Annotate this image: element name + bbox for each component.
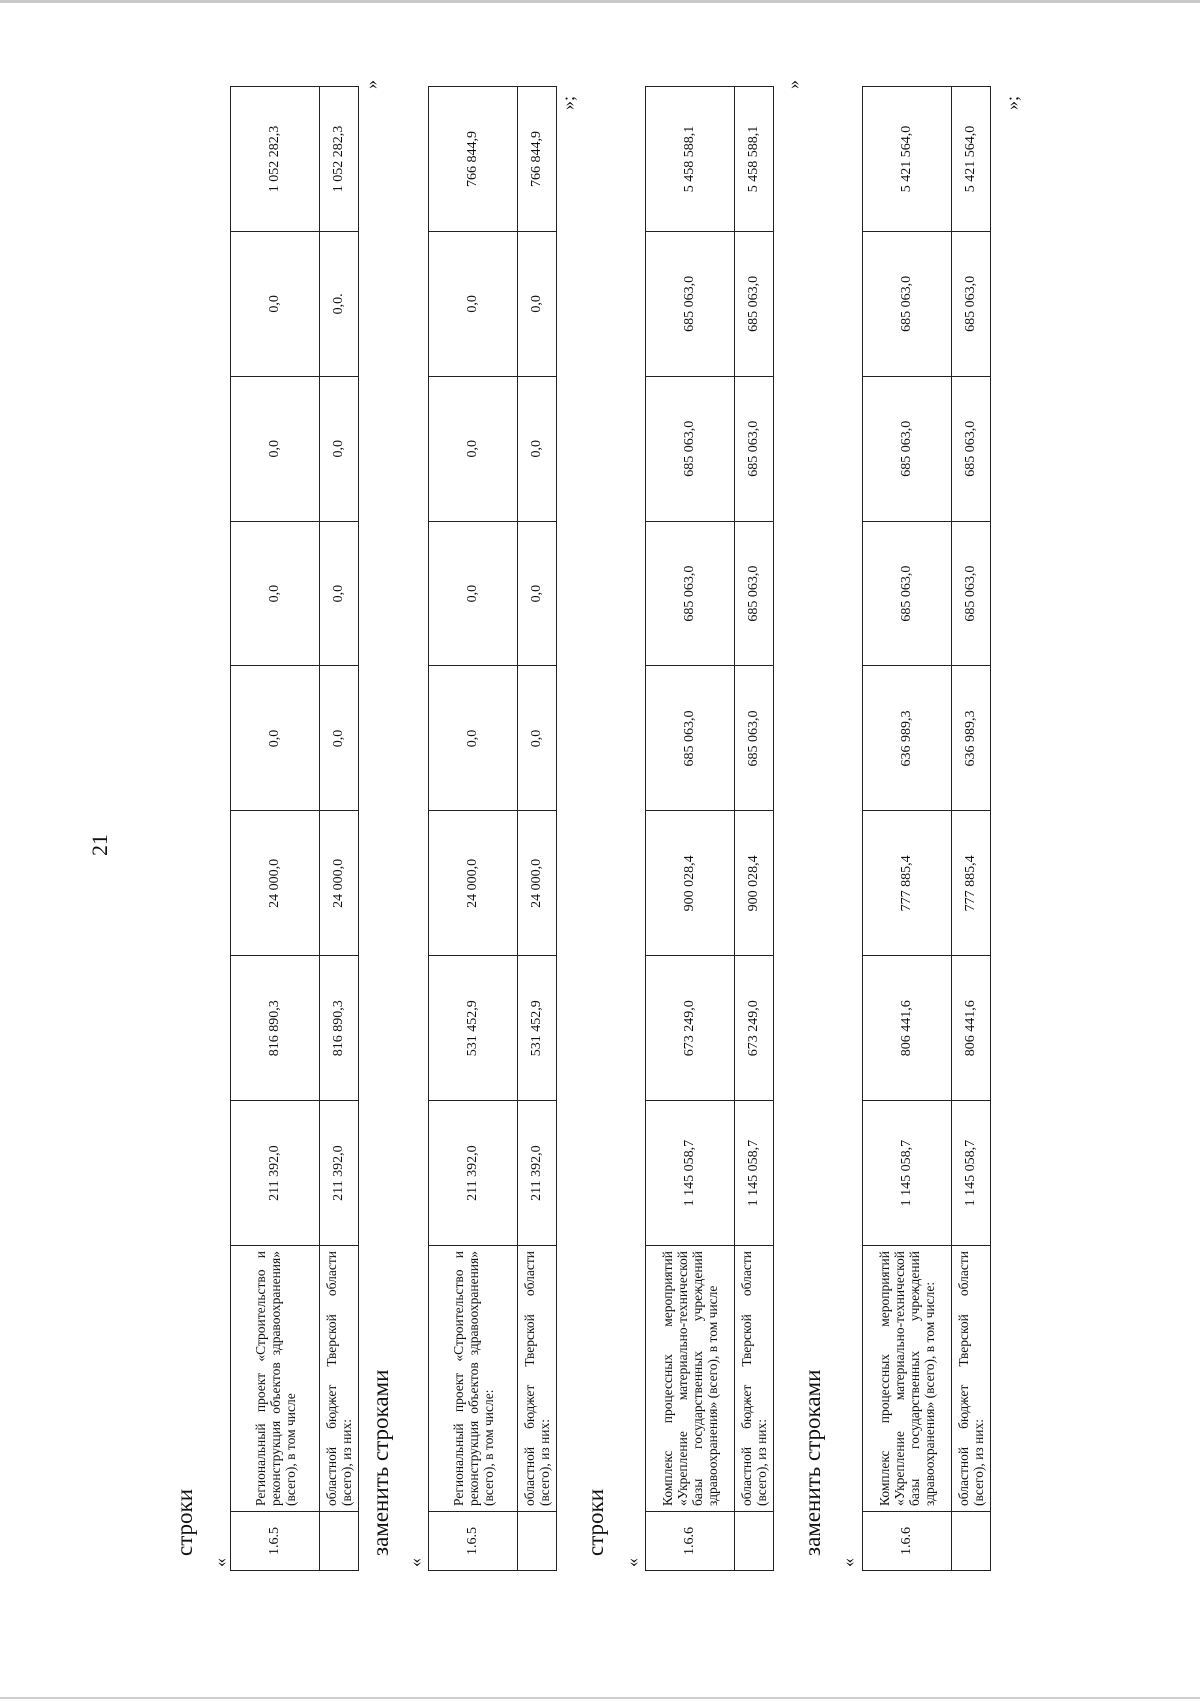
value-cell: 1 145 058,7 bbox=[952, 1101, 991, 1246]
value-cell: 806 441,6 bbox=[863, 956, 952, 1101]
row-number: 1.6.5 bbox=[231, 1512, 320, 1571]
value-cell: 636 989,3 bbox=[952, 666, 991, 811]
closing-quote: » bbox=[361, 80, 381, 89]
value-cell: 211 392,0 bbox=[231, 1101, 320, 1246]
value-cell: 0,0. bbox=[320, 231, 359, 376]
value-cell: 685 063,0 bbox=[646, 521, 735, 666]
row-number: 1.6.6 bbox=[646, 1512, 735, 1571]
row-name: областной бюджет Тверской области (всего), из них: bbox=[518, 1246, 557, 1512]
value-cell: 1 145 058,7 bbox=[735, 1101, 774, 1246]
value-cell: 900 028,4 bbox=[646, 811, 735, 956]
section-heading: строки bbox=[172, 1488, 197, 1556]
total-cell: 5 458 588,1 bbox=[646, 87, 735, 232]
value-cell: 211 392,0 bbox=[518, 1101, 557, 1246]
value-cell: 0,0 bbox=[429, 666, 518, 811]
total-cell: 766 844,9 bbox=[429, 87, 518, 232]
value-cell: 806 441,6 bbox=[952, 956, 991, 1101]
closing-quote: » bbox=[783, 80, 803, 89]
table-row bbox=[231, 87, 320, 1571]
opening-quote: « bbox=[210, 1558, 230, 1567]
value-cell: 685 063,0 bbox=[952, 376, 991, 521]
table-row bbox=[735, 87, 774, 1571]
row-number bbox=[518, 1512, 557, 1571]
value-cell: 0,0 bbox=[518, 376, 557, 521]
value-cell: 1 145 058,7 bbox=[646, 1101, 735, 1246]
row-name: Комплекс процессных мероприятий «Укрепление материально-технической базы государственных учреждений здравоохранения» (всего), в том числе bbox=[646, 1246, 735, 1512]
total-cell: 5 421 564,0 bbox=[952, 87, 991, 232]
row-name: Региональный проект «Строительство и реконструкция объектов здравоохранения» (всего), в том числе bbox=[231, 1246, 320, 1512]
value-cell: 685 063,0 bbox=[646, 231, 735, 376]
row-name: областной бюджет Тверской области (всего), из них: bbox=[320, 1246, 359, 1512]
row-number bbox=[952, 1512, 991, 1571]
value-cell: 0,0 bbox=[231, 231, 320, 376]
value-cell: 0,0 bbox=[518, 666, 557, 811]
value-cell: 777 885,4 bbox=[952, 811, 991, 956]
value-cell: 531 452,9 bbox=[429, 956, 518, 1101]
value-cell: 685 063,0 bbox=[646, 376, 735, 521]
total-cell: 766 844,9 bbox=[518, 87, 557, 232]
table-row bbox=[952, 87, 991, 1571]
value-cell: 685 063,0 bbox=[863, 231, 952, 376]
section-heading: строки bbox=[583, 1488, 608, 1556]
value-cell: 0,0 bbox=[231, 666, 320, 811]
budget-table bbox=[428, 86, 557, 1571]
value-cell: 685 063,0 bbox=[646, 666, 735, 811]
value-cell: 211 392,0 bbox=[320, 1101, 359, 1246]
section-heading: заменить строками bbox=[800, 1369, 825, 1556]
value-cell: 900 028,4 bbox=[735, 811, 774, 956]
value-cell: 685 063,0 bbox=[952, 521, 991, 666]
value-cell: 0,0 bbox=[320, 666, 359, 811]
value-cell: 211 392,0 bbox=[429, 1101, 518, 1246]
row-name: областной бюджет Тверской области (всего), из них: bbox=[735, 1246, 774, 1512]
value-cell: 0,0 bbox=[231, 376, 320, 521]
row-name: Комплекс процессных мероприятий «Укрепление материально-технической базы государственных учреждений здравоохранения» (всего), в том числе: bbox=[863, 1246, 952, 1512]
total-cell: 5 421 564,0 bbox=[863, 87, 952, 232]
row-number: 1.6.6 bbox=[863, 1512, 952, 1571]
value-cell: 24 000,0 bbox=[518, 811, 557, 956]
value-cell: 777 885,4 bbox=[863, 811, 952, 956]
page-number: 21 bbox=[87, 834, 112, 856]
total-cell: 1 052 282,3 bbox=[231, 87, 320, 232]
value-cell: 0,0 bbox=[320, 376, 359, 521]
table-row bbox=[863, 87, 952, 1571]
value-cell: 0,0 bbox=[231, 521, 320, 666]
value-cell: 24 000,0 bbox=[320, 811, 359, 956]
row-name: Региональный проект «Строительство и реконструкция объектов здравоохранения» (всего), в том числе: bbox=[429, 1246, 518, 1512]
budget-table bbox=[862, 86, 991, 1571]
value-cell: 0,0 bbox=[429, 231, 518, 376]
closing-quote: »; bbox=[1002, 95, 1022, 110]
value-cell: 24 000,0 bbox=[429, 811, 518, 956]
value-cell: 636 989,3 bbox=[863, 666, 952, 811]
value-cell: 673 249,0 bbox=[646, 956, 735, 1101]
value-cell: 685 063,0 bbox=[735, 521, 774, 666]
budget-table bbox=[230, 86, 359, 1571]
value-cell: 1 145 058,7 bbox=[863, 1101, 952, 1246]
value-cell: 0,0 bbox=[429, 376, 518, 521]
total-cell: 1 052 282,3 bbox=[320, 87, 359, 232]
value-cell: 0,0 bbox=[320, 521, 359, 666]
value-cell: 0,0 bbox=[429, 521, 518, 666]
value-cell: 0,0 bbox=[518, 231, 557, 376]
opening-quote: « bbox=[838, 1558, 858, 1567]
table-row bbox=[646, 87, 735, 1571]
closing-quote: »; bbox=[558, 95, 578, 110]
section-heading: заменить строками bbox=[368, 1369, 393, 1556]
opening-quote: « bbox=[405, 1558, 425, 1567]
total-cell: 5 458 588,1 bbox=[735, 87, 774, 232]
value-cell: 685 063,0 bbox=[735, 231, 774, 376]
row-number bbox=[735, 1512, 774, 1571]
value-cell: 531 452,9 bbox=[518, 956, 557, 1101]
row-name: областной бюджет Тверской области (всего), из них: bbox=[952, 1246, 991, 1512]
table-row bbox=[320, 87, 359, 1571]
value-cell: 685 063,0 bbox=[735, 666, 774, 811]
value-cell: 685 063,0 bbox=[863, 376, 952, 521]
row-number bbox=[320, 1512, 359, 1571]
table-row bbox=[518, 87, 557, 1571]
value-cell: 673 249,0 bbox=[735, 956, 774, 1101]
value-cell: 0,0 bbox=[518, 521, 557, 666]
opening-quote: « bbox=[622, 1558, 642, 1567]
value-cell: 24 000,0 bbox=[231, 811, 320, 956]
value-cell: 816 890,3 bbox=[320, 956, 359, 1101]
value-cell: 685 063,0 bbox=[735, 376, 774, 521]
value-cell: 685 063,0 bbox=[863, 521, 952, 666]
row-number: 1.6.5 bbox=[429, 1512, 518, 1571]
value-cell: 685 063,0 bbox=[952, 231, 991, 376]
budget-table bbox=[645, 86, 774, 1571]
table-row bbox=[429, 87, 518, 1571]
value-cell: 816 890,3 bbox=[231, 956, 320, 1101]
